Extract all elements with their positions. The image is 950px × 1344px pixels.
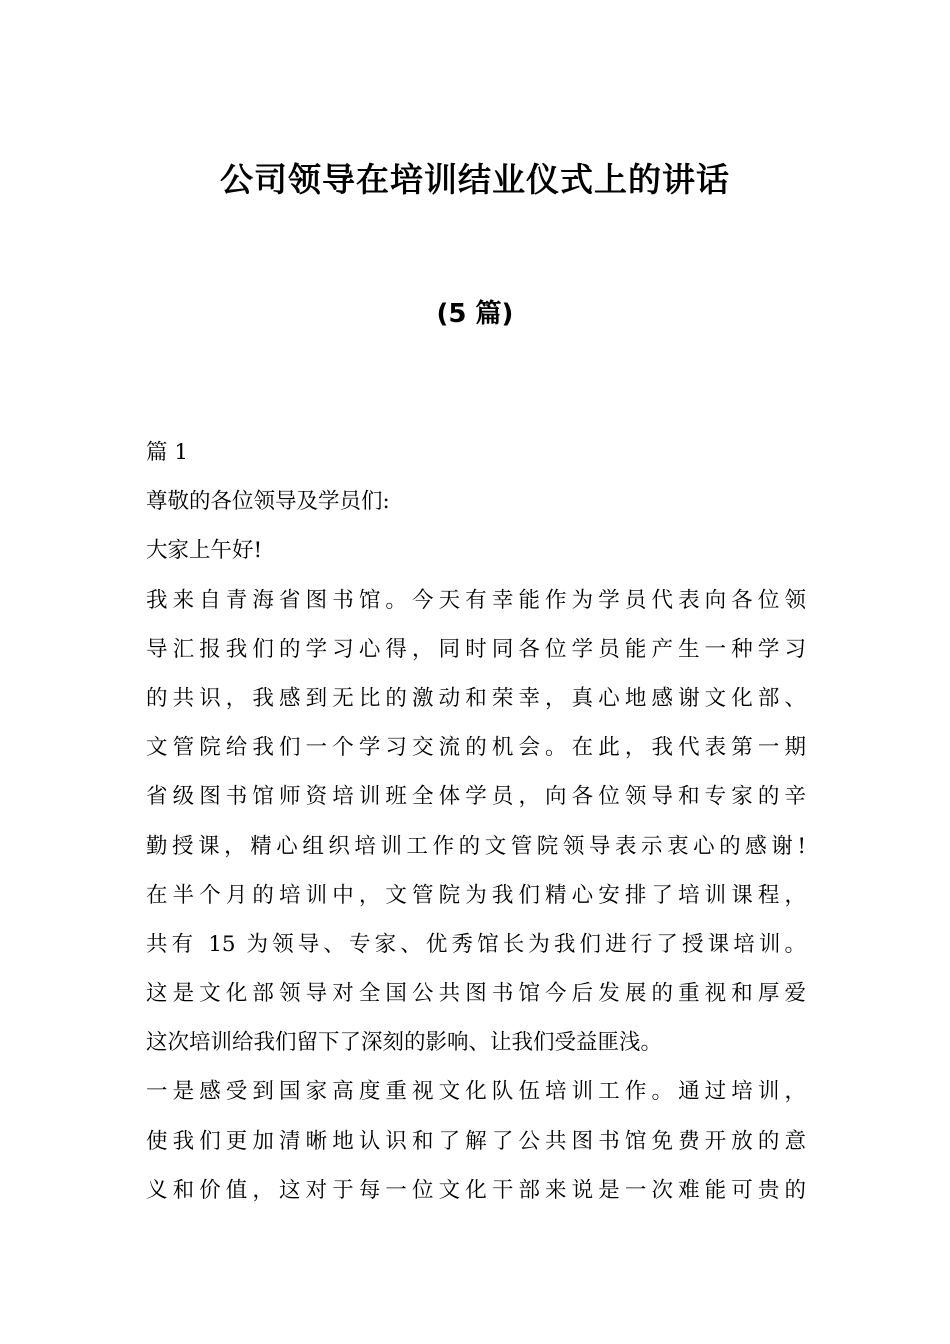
body-line: 这是文化部领导对全国公共图书馆今后发展的重视和厚爱: [146, 981, 806, 1007]
section-label: 篇 1: [146, 440, 189, 465]
document-title: 公司领导在培训结业仪式上的讲话: [220, 160, 730, 199]
body-line: 在半个月的培训中，文管院为我们精心安排了培训课程，: [146, 882, 806, 908]
body-line: 义和价值，这对于每一位文化干部来说是一次难能可贵的: [146, 1177, 806, 1203]
document-body: [146, 428, 806, 1215]
body-line: 勤授课，精心组织培训工作的文管院领导表示衷心的感谢!: [146, 833, 806, 859]
body-line: 文管院给我们一个学习交流的机会。在此，我代表第一期: [146, 735, 806, 761]
body-line: 一是感受到国家高度重视文化队伍培训工作。通过培训，: [146, 1079, 806, 1105]
body-line: 这次培训给我们留下了深刻的影响、让我们受益匪浅。: [146, 1030, 663, 1056]
body-line: 省级图书馆师资培训班全体学员，向各位领导和专家的辛: [146, 784, 806, 810]
body-line: 使我们更加清晰地认识和了解了公共图书馆免费开放的意: [146, 1128, 806, 1154]
salutation: 尊敬的各位领导及学员们:: [146, 489, 390, 515]
body-line: 共有 15 为领导、专家、优秀馆长为我们进行了授课培训。: [146, 931, 806, 957]
document-subtitle: (5 篇): [436, 299, 514, 329]
body-line: 我来自青海省图书馆。今天有幸能作为学员代表向各位领: [146, 587, 806, 613]
body-line: 导汇报我们的学习心得，同时同各位学员能产生一种学习: [146, 636, 806, 662]
greeting: 大家上午好!: [146, 538, 263, 564]
body-line: 的共识，我感到无比的激动和荣幸，真心地感谢文化部、: [146, 685, 806, 711]
